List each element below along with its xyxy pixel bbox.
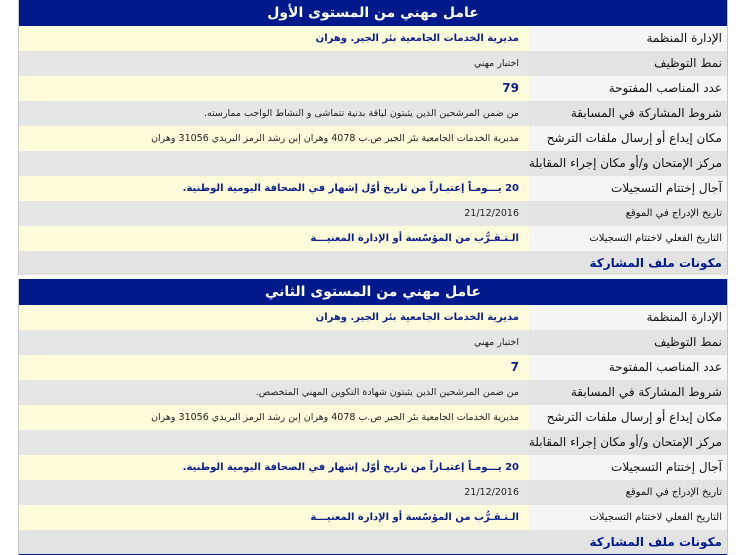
info-row-exam-center: [19, 430, 727, 455]
job-listings: [18, 0, 728, 555]
row-label: مركز الإمتحان و/أو مكان إجراء المقابلة: [529, 430, 727, 455]
row-value: 20 يـــومـاً إعتبـاراً من تاريخ أوّل إشهار في الصحافة اليومية الوطنية.: [19, 176, 529, 201]
row-label: التاريخ الفعلي لاختتام التسجيلات: [529, 226, 727, 251]
job-title: عامل مهني من المستوى الثاني: [19, 279, 727, 305]
file-components-link[interactable]: مكونات ملف المشاركة: [19, 530, 727, 554]
row-value: 21/12/2016: [19, 201, 529, 226]
info-row-open-posts: [19, 355, 727, 380]
info-row-submission-place: [19, 405, 727, 430]
row-label: آجال إختتام التسجيلات: [529, 176, 727, 201]
row-value: مديرية الخدمات الجامعية بئر الجير ص.ب 4078 وهران إبن رشد الرمز البريدي 31056 وهران: [19, 405, 529, 430]
row-value: [19, 151, 529, 176]
row-value: الـتـقـرُّب من المؤسّسة أو الإدارة المعنيـــة: [19, 226, 529, 251]
info-row-organizer: [19, 305, 727, 330]
row-label: مركز الإمتحان و/أو مكان إجراء المقابلة: [529, 151, 727, 176]
row-label: تاريخ الإدراج في الموقع: [529, 201, 727, 226]
row-value: 7: [19, 355, 529, 380]
row-value: 79: [19, 76, 529, 101]
row-label: عدد المناصب المفتوحة: [529, 355, 727, 380]
row-label: الإدارة المنظمة: [529, 26, 727, 51]
info-row-deadline: [19, 455, 727, 480]
row-label: عدد المناصب المفتوحة: [529, 76, 727, 101]
row-value: من ضمن المرشحين الذين يثبتون شهادة التكوين المهني المتخصص.: [19, 380, 529, 405]
row-value: الـتـقـرُّب من المؤسّسة أو الإدارة المعنيـــة: [19, 505, 529, 530]
info-row-conditions: [19, 101, 727, 126]
info-row-exam-center: [19, 151, 727, 176]
info-row-recruitment-mode: [19, 330, 727, 355]
info-row-submission-place: [19, 126, 727, 151]
info-row-recruitment-mode: [19, 51, 727, 76]
row-label: شروط المشاركة في المسابقة: [529, 380, 727, 405]
row-value: مديرية الخدمات الجامعية بئر الجير. وهران: [19, 305, 529, 330]
info-row-deadline: [19, 176, 727, 201]
info-row-actual-deadline: [19, 505, 727, 530]
row-label: نمط التوظيف: [529, 51, 727, 76]
info-row-conditions: [19, 380, 727, 405]
job-section-level-1: [18, 0, 728, 275]
job-title: عامل مهني من المستوى الأول: [19, 0, 727, 26]
row-label: مكان إيداع أو إرسال ملفات الترشح: [529, 405, 727, 430]
info-row-organizer: [19, 26, 727, 51]
row-label: التاريخ الفعلي لاختتام التسجيلات: [529, 505, 727, 530]
row-value: اختبار مهني: [19, 330, 529, 355]
row-label: الإدارة المنظمة: [529, 305, 727, 330]
file-components-link[interactable]: مكونات ملف المشاركة: [19, 251, 727, 275]
row-value: اختبار مهني: [19, 51, 529, 76]
row-label: مكان إيداع أو إرسال ملفات الترشح: [529, 126, 727, 151]
row-label: آجال إختتام التسجيلات: [529, 455, 727, 480]
row-label: نمط التوظيف: [529, 330, 727, 355]
info-row-actual-deadline: [19, 226, 727, 251]
row-value: مديرية الخدمات الجامعية بئر الجير. وهران: [19, 26, 529, 51]
job-section-level-2: [18, 279, 728, 555]
info-row-posting-date: [19, 201, 727, 226]
info-row-posting-date: [19, 480, 727, 505]
info-row-open-posts: [19, 76, 727, 101]
row-value: 20 يـــومـاً إعتبـاراً من تاريخ أوّل إشهار في الصحافة اليومية الوطنية.: [19, 455, 529, 480]
row-value: [19, 430, 529, 455]
row-label: تاريخ الإدراج في الموقع: [529, 480, 727, 505]
row-value: 21/12/2016: [19, 480, 529, 505]
row-value: مديرية الخدمات الجامعية بئر الجير ص.ب 4078 وهران إبن رشد الرمز البريدي 31056 وهران: [19, 126, 529, 151]
row-label: شروط المشاركة في المسابقة: [529, 101, 727, 126]
row-value: من ضمن المرشحين الذين يثبتون لياقة بدنية تتماشى و النشاط الواجب ممارسته.: [19, 101, 529, 126]
